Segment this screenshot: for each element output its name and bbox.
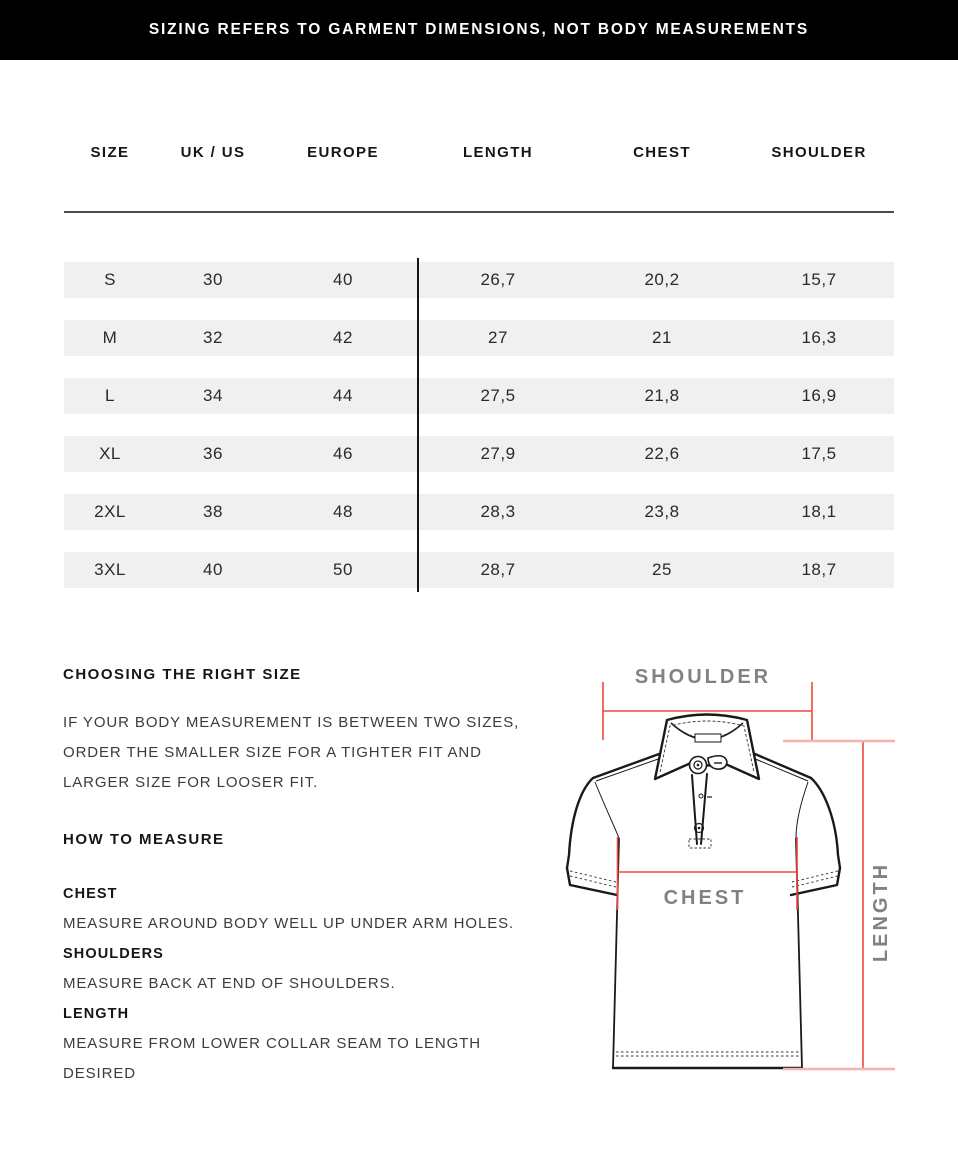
cell-size: S <box>104 270 116 289</box>
cell-uk-us: 32 <box>203 328 223 347</box>
cell-chest: 20,2 <box>644 270 680 289</box>
cell-shoulder: 18,1 <box>801 502 837 521</box>
cell-shoulder: 15,7 <box>801 270 837 289</box>
cell-chest: 21 <box>652 328 672 347</box>
chest-diagram-label: CHEST <box>663 887 747 909</box>
length-diagram-label: LENGTH <box>870 861 892 963</box>
cell-shoulder: 16,9 <box>801 386 837 405</box>
choosing-paragraph <box>63 708 543 798</box>
header-rule <box>64 211 894 213</box>
cell-chest: 23,8 <box>644 502 680 521</box>
top-banner <box>0 0 958 60</box>
collar-label <box>695 734 721 742</box>
column-header-length: LENGTH <box>462 144 534 161</box>
item-text-length-2: DESIRED <box>63 1065 136 1082</box>
cell-length: 28,7 <box>480 560 516 579</box>
paragraph-line: LARGER SIZE FOR LOOSER FIT. <box>63 774 319 791</box>
cell-shoulder: 17,5 <box>801 444 837 463</box>
size-table-header <box>64 60 894 162</box>
measure-text-column <box>63 665 543 1089</box>
cell-europe: 46 <box>333 444 353 463</box>
cell-europe: 42 <box>333 328 353 347</box>
size-table <box>64 60 894 588</box>
table-vertical-divider <box>417 258 419 592</box>
column-header-uk-us: UK / US <box>180 144 246 161</box>
shoulder-diagram-label: SHOULDER <box>634 666 772 688</box>
cell-size: 3XL <box>94 560 126 579</box>
cell-size: L <box>105 386 115 405</box>
table-row <box>64 494 894 530</box>
cell-europe: 40 <box>333 270 353 289</box>
item-label-length: LENGTH <box>63 1006 130 1022</box>
cell-chest: 25 <box>652 560 672 579</box>
item-label-chest: CHEST <box>63 886 118 902</box>
paragraph-line: ORDER THE SMALLER SIZE FOR A TIGHTER FIT AND <box>63 744 482 761</box>
table-row <box>64 262 894 298</box>
item-text-chest: MEASURE AROUND BODY WELL UP UNDER ARM HOLES. <box>63 915 515 932</box>
paragraph-line: IF YOUR BODY MEASUREMENT IS BETWEEN TWO SIZES, <box>63 714 520 731</box>
bottom-section <box>0 665 958 1135</box>
cell-uk-us: 40 <box>203 560 223 579</box>
cell-europe: 44 <box>333 386 353 405</box>
cell-europe: 50 <box>333 560 353 579</box>
cell-shoulder: 18,7 <box>801 560 837 579</box>
column-header-size: SIZE <box>90 144 130 161</box>
cell-europe: 48 <box>333 502 353 521</box>
measure-items <box>63 879 543 1089</box>
column-header-shoulder: SHOULDER <box>771 144 867 161</box>
banner-text: SIZING REFERS TO GARMENT DIMENSIONS, NOT BODY MEASUREMENTS <box>148 21 810 38</box>
cell-size: XL <box>99 444 121 463</box>
polo-shirt-diagram <box>550 650 958 1120</box>
column-header-chest: CHEST <box>633 144 691 161</box>
item-text-shoulders: MEASURE BACK AT END OF SHOULDERS. <box>63 975 396 992</box>
choosing-heading: CHOOSING THE RIGHT SIZE <box>63 666 302 683</box>
cell-uk-us: 34 <box>203 386 223 405</box>
cell-length: 27,9 <box>480 444 516 463</box>
cell-uk-us: 30 <box>203 270 223 289</box>
cell-length: 27 <box>488 328 508 347</box>
cell-chest: 21,8 <box>644 386 680 405</box>
table-row <box>64 320 894 356</box>
cell-size: M <box>102 328 118 347</box>
cell-length: 27,5 <box>480 386 516 405</box>
cell-size: 2XL <box>94 502 126 521</box>
cell-length: 28,3 <box>480 502 516 521</box>
cell-length: 26,7 <box>480 270 516 289</box>
size-table-body <box>64 262 894 588</box>
cell-uk-us: 38 <box>203 502 223 521</box>
item-text-length: MEASURE FROM LOWER COLLAR SEAM TO LENGTH <box>63 1035 482 1052</box>
table-row <box>64 378 894 414</box>
cell-chest: 22,6 <box>644 444 680 463</box>
table-row <box>64 552 894 588</box>
column-header-europe: EUROPE <box>307 144 379 161</box>
cell-uk-us: 36 <box>203 444 223 463</box>
cell-shoulder: 16,3 <box>801 328 837 347</box>
item-label-shoulders: SHOULDERS <box>63 946 164 962</box>
table-row <box>64 436 894 472</box>
how-to-measure-heading: HOW TO MEASURE <box>63 831 225 848</box>
